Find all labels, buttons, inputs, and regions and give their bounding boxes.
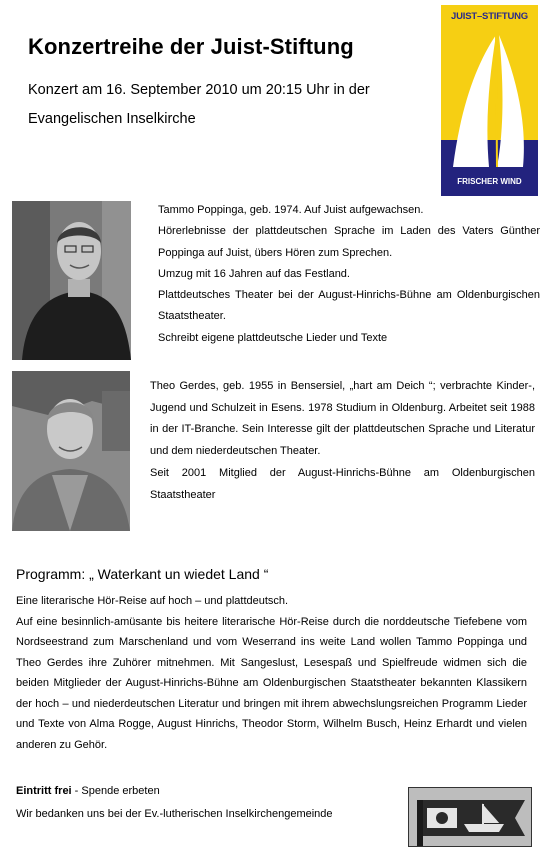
logo-bottom-text: FRISCHER WIND	[457, 177, 522, 186]
concert-date-location: Konzert am 16. September 2010 um 20:15 Uhr in der Evangelischen Inselkirche	[28, 82, 370, 127]
bio-line: Schreibt eigene plattdeutsche Lieder und Texte	[158, 331, 388, 344]
performer-1-bio	[158, 200, 540, 349]
photo-theo-gerdes	[12, 371, 130, 531]
performer-2-bio	[150, 376, 535, 506]
page-title: Konzertreihe der Juist-Stiftung	[28, 34, 354, 59]
bio-line: Umzug mit 16 Jahren auf das Festland.	[158, 267, 350, 280]
juist-stiftung-logo	[441, 5, 538, 196]
program-description	[16, 591, 527, 755]
entry-note	[16, 785, 160, 797]
thanks-note: Wir bedanken uns bei der Ev.-lutherischen Inselkirchengemeinde	[16, 808, 333, 820]
bio-line: Theo Gerdes, geb. 1955 in Bensersiel, „hart am Deich “; verbrachte Kinder-, Jugend und Schulzeit in Esens. 1978 Studium in Oldenburg. Arbeitet seit 1988 in der IT-Branche. Sein Interesse gilt der plattdeutschen Sprache und Literatur und dem niederdeutschen Theater.	[150, 380, 535, 458]
program-intro: Eine literarische Hör-Reise auf hoch – und plattdeutsch.	[16, 595, 289, 607]
bio-line: Hörerlebnisse der plattdeutschen Sprache im Laden des Vaters Günther Poppinga auf Juist, übers Hören zum Sprechen.	[158, 225, 540, 259]
sailboat-icon	[441, 5, 538, 196]
entry-free-label: Eintritt frei	[16, 785, 72, 797]
bio-line: Plattdeutsches Theater bei der August-Hinrichs-Bühne am Oldenburgischen Staatstheater.	[158, 289, 540, 323]
entry-donation-label: - Spende erbeten	[71, 785, 160, 797]
logo-top-text: JUIST–STIFTUNG	[451, 11, 528, 22]
program-title: Programm: „ Waterkant un wiedet Land “	[16, 566, 269, 582]
church-flag-emblem	[408, 787, 532, 847]
program-body: Auf eine besinnlich-amüsante bis heitere literarische Hör-Reise durch die norddeutsche Tiefebene vom Nordseestrand zum Marschenland und vom Weserrand ins weite Land wollen Tammo Poppinga und Theo Gerdes ihre Zuhörer mitnehmen. Mit Sangeslust, Lesespaß und Spielfreude widmen sich die beiden Mitglieder der August-Hinrichs-Bühne am Oldenburgischen Staatstheater bekannten Klassikern der hoch – und niederdeutschen Literatur und bringen mit ihrem abwechslungsreichen Programm Lieder und Texte von Alma Rogge, August Hinrichs, Theodor Storm, Wilhelm Busch, Heinz Erhardt und vielen anderen zu Gehör.	[16, 615, 527, 751]
bio-line: Seit 2001 Mitglied der August-Hinrichs-Bühne am Oldenburgischen Staatstheater	[150, 466, 535, 501]
photo-tammo-poppinga	[12, 201, 131, 360]
bio-line: Tammo Poppinga, geb. 1974. Auf Juist aufgewachsen.	[158, 204, 424, 216]
